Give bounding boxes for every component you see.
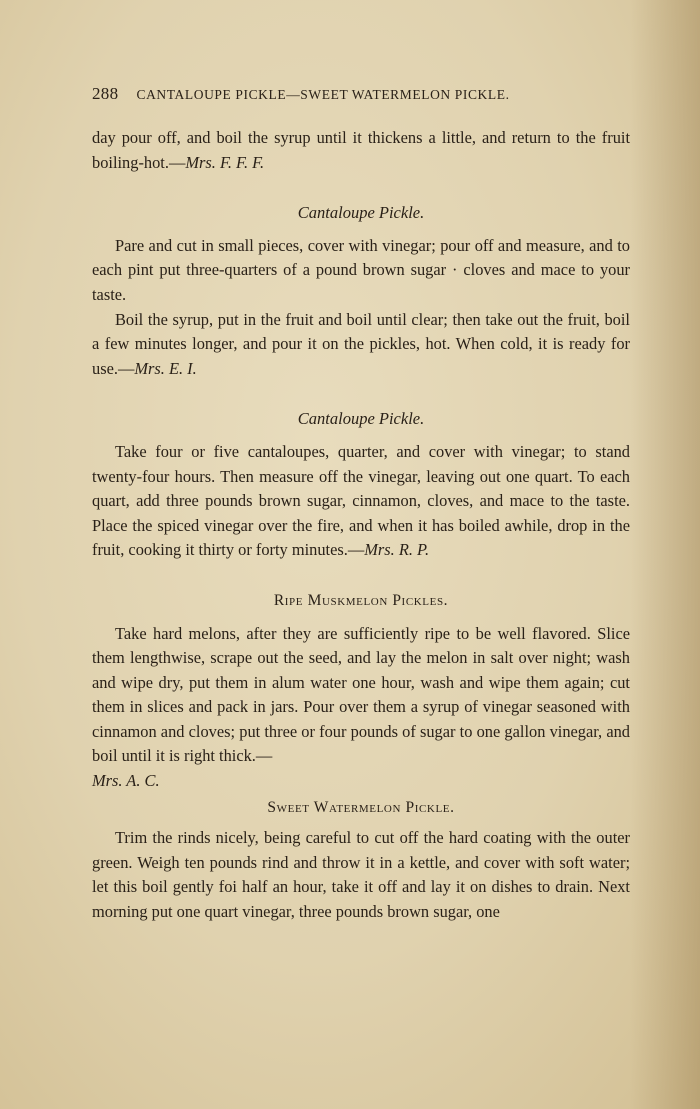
- page-body: [92, 126, 630, 925]
- running-header: [92, 84, 592, 104]
- recipe-title: Cantaloupe Pickle.: [297, 409, 425, 429]
- recipe-paragraph: Pare and cut in small pieces, cover with vinegar; pour off and measure, and to each pint put three-quarters of a pound brown sugar · cloves and mace to your taste.: [92, 235, 630, 304]
- recipe-paragraph: Take hard melons, after they are sufficiently ripe to be well flavored. Slice them lengthwise, scrape out the seed, and lay the melon in salt over night; wash and wipe dry, put them in alum water one hour, wash and wipe them again; cut them in slices and pack in jars. Pour over them a syrup of vinegar seasoned with cinnamon and cloves; put three or four pounds of sugar to one gallon vinegar, and boil until it is right thick.—: [92, 623, 630, 766]
- signature: Mrs. F. F. F.: [185, 152, 265, 172]
- recipe-paragraph: Trim the rinds nicely, being careful to cut off the hard coating with the outer green. Weigh ten pounds rind and throw it in a kettle, and cover with soft water; let this boil gently foi half an hour, take it off and lay it on dishes to drain. Next morning put one quart vinegar, three pounds brown sugar, one: [92, 828, 630, 922]
- continuation-paragraph: [92, 126, 630, 175]
- recipe-title: Cantaloupe Pickle.: [297, 203, 425, 223]
- signature: Mrs. A. C.: [92, 771, 160, 791]
- continuation-text: day pour off, and boil the syrup until it thickens a little, and return to the fruit boiling-hot.—: [92, 128, 630, 172]
- recipe-text: Take four or five cantaloupes, quarter, and cover with vinegar; to stand twenty-four hours. Then measure off the vinegar, leaving out one quart. To each quart, add three pounds brown sugar, cinnamon, cloves, and mace to the taste. Place the spiced vinegar over the fire, and when it has boiled awhile, drop in the fruit, cooking it thirty or forty minutes.—: [92, 441, 630, 560]
- recipe-paragraph: [92, 308, 630, 382]
- signature: Mrs. R. P.: [364, 540, 430, 560]
- recipe-title: Ripe Muskmelon Pickles.: [273, 591, 449, 609]
- running-title: CANTALOUPE PICKLE—SWEET WATERMELON PICKLE.: [136, 87, 510, 102]
- signature: Mrs. E. I.: [134, 358, 197, 378]
- recipe-title: Sweet Watermelon Pickle.: [267, 798, 455, 816]
- recipe-text: Boil the syrup, put in the fruit and boil until clear; then take out the fruit, boil a few minutes longer, and pour it on the pickles, hot. When cold, it is ready for use.—: [92, 309, 630, 378]
- page-number: 288: [92, 84, 119, 103]
- recipe-paragraph: [92, 440, 630, 563]
